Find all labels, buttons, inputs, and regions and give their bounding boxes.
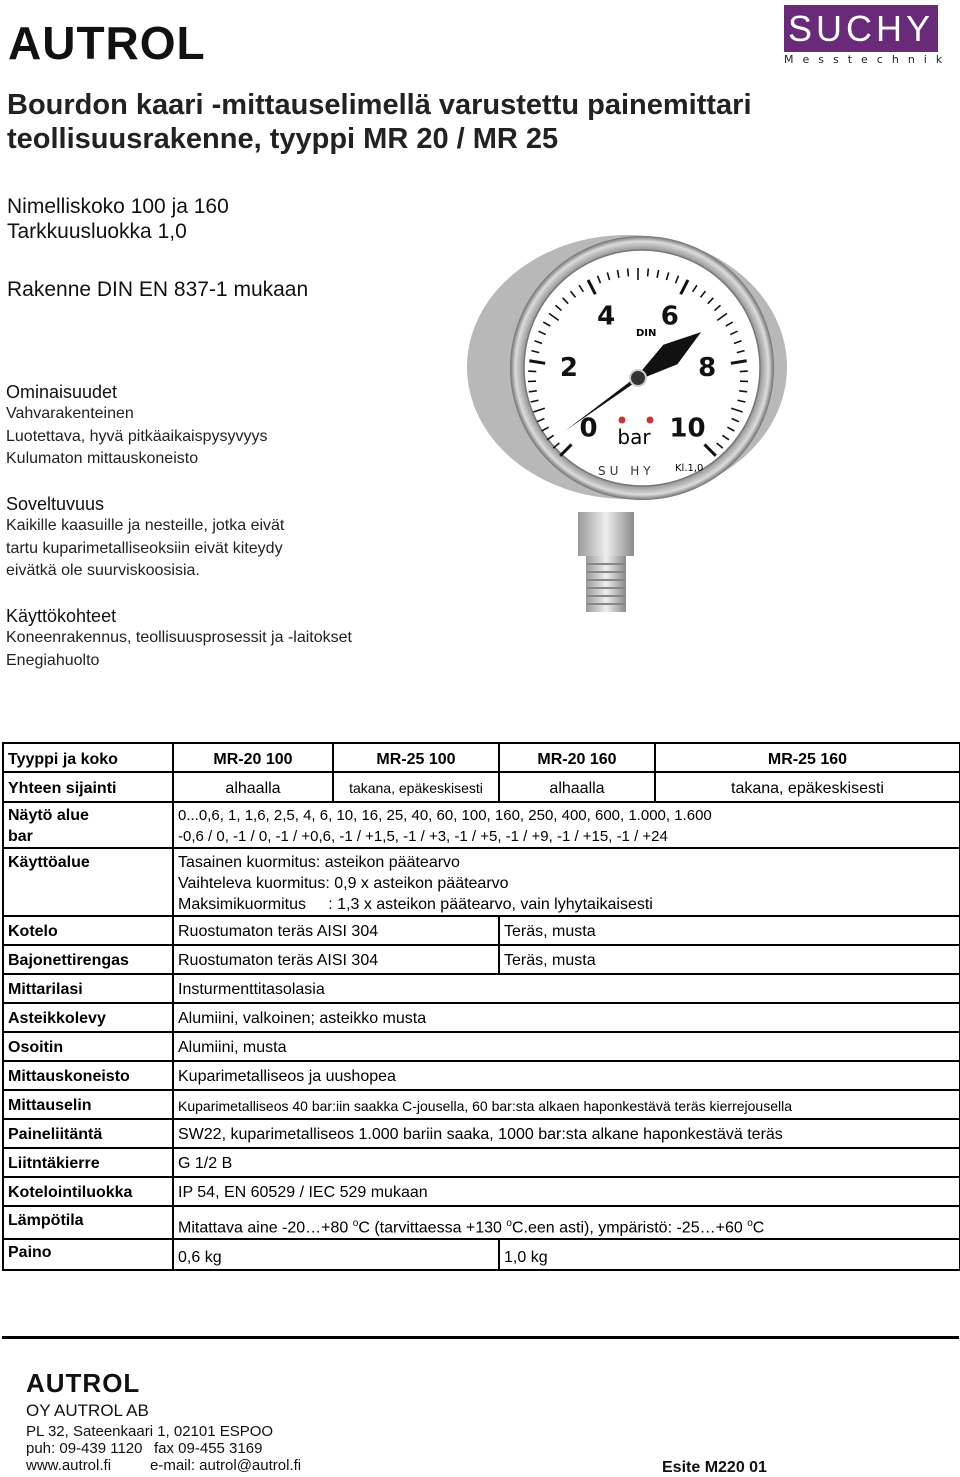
row-label-line: Näytö alue <box>8 805 168 826</box>
table-cell: 1,0 kg <box>499 1239 960 1270</box>
table-row <box>3 1206 960 1239</box>
footer-phone: puh: 09-439 1120 <box>26 1440 143 1457</box>
table-cell: SW22, kuparimetalliseos 1.000 bariin saaka, 1000 bar:sta alkane haponkestävä teräs <box>173 1119 960 1148</box>
row-label: Lämpötila <box>3 1206 173 1239</box>
section-heading-features: Ominaisuudet <box>6 381 117 403</box>
table-cell: Kuparimetalliseos 40 bar:iin saakka C-jousella, 60 bar:sta alkaen haponkestävä teräs kierrejousella <box>173 1090 960 1119</box>
table-header-cell: MR-25 100 <box>333 743 499 772</box>
table-cell: alhaalla <box>499 772 655 802</box>
table-cell: IP 54, EN 60529 / IEC 529 mukaan <box>173 1177 960 1206</box>
row-label: Liitntäkierre <box>3 1148 173 1177</box>
footer-web-link[interactable]: www.autrol.fi <box>26 1457 111 1474</box>
suitability-item: Kaikille kaasuille ja nesteille, jotka eivät <box>6 515 284 538</box>
din-mark: DIN <box>636 328 656 339</box>
range-line: 0...0,6, 1, 1,6, 2,5, 4, 6, 10, 16, 25, 40, 60, 100, 160, 250, 400, 600, 1.000, 1.600 <box>178 805 955 826</box>
row-label: Osoitin <box>3 1032 173 1061</box>
gauge-unit: bar <box>617 425 651 449</box>
table-row <box>3 1119 960 1148</box>
table-cell: Teräs, musta <box>499 916 960 945</box>
table-row <box>3 1061 960 1090</box>
footer-email-link[interactable]: e-mail: autrol@autrol.fi <box>150 1457 301 1474</box>
table-cell: Kuparimetalliseos ja uushopea <box>173 1061 960 1090</box>
application-item: Enegiahuolto <box>6 650 99 673</box>
section-heading-applications: Käyttökohteet <box>6 605 116 627</box>
table-header-cell: MR-25 160 <box>655 743 960 772</box>
section-heading-suitability: Soveltuvuus <box>6 493 104 515</box>
suitability-item: tartu kuparimetalliseoksiin eivät kiteydy <box>6 538 283 561</box>
footer-address: PL 32, Sateenkaari 1, 02101 ESPOO <box>26 1423 273 1440</box>
row-label: Paineliitäntä <box>3 1119 173 1148</box>
temperature-text: C.een asti), ympäristö: -25…+60 <box>512 1219 747 1236</box>
table-row <box>3 974 960 1003</box>
range-line: -0,6 / 0, -1 / 0, -1 / +0,6, -1 / +1,5, -1 / +3, -1 / +5, -1 / +9, -1 / +15, -1 / +24 <box>178 826 955 847</box>
scale-tick <box>529 391 537 392</box>
temperature-text: C <box>753 1219 765 1236</box>
table-cell: Insturmenttitasolasia <box>173 974 960 1003</box>
table-cell: Alumiini, musta <box>173 1032 960 1061</box>
table-row <box>3 1148 960 1177</box>
scale-label: 6 <box>661 302 679 332</box>
nominal-size: Nimelliskoko 100 ja 160 <box>7 194 229 219</box>
gauge-brand: SU HY <box>598 464 655 478</box>
table-row <box>3 772 960 802</box>
pressure-gauge-image <box>462 230 822 630</box>
table-cell: G 1/2 B <box>173 1148 960 1177</box>
row-label <box>3 802 173 848</box>
table-row <box>3 743 960 772</box>
row-label: Käyttöalue <box>3 848 173 916</box>
table-row <box>3 916 960 945</box>
table-cell <box>173 848 960 916</box>
table-row <box>3 1090 960 1119</box>
usage-line: Tasainen kuormitus: asteikon päätearvo <box>178 852 955 873</box>
degree-mark: o <box>747 1218 753 1229</box>
table-cell: Ruostumaton teräs AISI 304 <box>173 945 499 974</box>
table-cell: takana, epäkeskisesti <box>333 772 499 802</box>
suchy-logo <box>784 5 938 67</box>
table-header-cell: MR-20 160 <box>499 743 655 772</box>
document-id: Esite M220 01 <box>662 1459 767 1477</box>
dial-dot <box>619 417 626 424</box>
row-label: Bajonettirengas <box>3 945 173 974</box>
footer-logo: AUTROL <box>26 1368 140 1399</box>
table-row <box>3 945 960 974</box>
table-cell: Ruostumaton teräs AISI 304 <box>173 916 499 945</box>
table-row <box>3 848 960 916</box>
table-row <box>3 1032 960 1061</box>
feature-item: Kulumaton mittauskoneisto <box>6 448 198 471</box>
temperature-text: C (tarvittaessa +130 <box>358 1219 506 1236</box>
table-cell <box>173 1206 960 1239</box>
scale-tick <box>628 268 629 276</box>
row-label: Mittarilasi <box>3 974 173 1003</box>
application-item: Koneenrakennus, teollisuusprosessit ja -laitokset <box>6 627 352 650</box>
row-label: Kotelo <box>3 916 173 945</box>
suchy-logo-subtitle: Messtechnik <box>784 53 938 66</box>
table-row <box>3 1239 960 1270</box>
degree-mark: o <box>353 1218 359 1229</box>
scale-label: 2 <box>560 353 578 383</box>
footer-fax: fax 09-455 3169 <box>154 1440 262 1457</box>
table-cell: 0,6 kg <box>173 1239 499 1270</box>
row-label: Paino <box>3 1239 173 1270</box>
degree-mark: o <box>506 1218 512 1229</box>
table-cell: Alumiini, valkoinen; asteikko musta <box>173 1003 960 1032</box>
accuracy-class: Tarkkuusluokka 1,0 <box>7 219 187 244</box>
row-label: Kotelointiluokka <box>3 1177 173 1206</box>
dial-dot <box>647 417 654 424</box>
standard-note: Rakenne DIN EN 837-1 mukaan <box>7 277 308 302</box>
suitability-item: eivätkä ole suurviskoosisia. <box>6 560 200 583</box>
table-row <box>3 1177 960 1206</box>
row-label-line: bar <box>8 826 168 847</box>
suchy-logo-text: SUCHY <box>784 5 938 52</box>
usage-line: Vaihteleva kuormitus: 0,9 x asteikon päätearvo <box>178 873 955 894</box>
scale-label: 4 <box>597 302 615 332</box>
row-label: Asteikkolevy <box>3 1003 173 1032</box>
hex-connector <box>578 512 634 556</box>
table-header-cell: MR-20 100 <box>173 743 333 772</box>
scale-tick <box>739 391 747 392</box>
scale-tick <box>528 371 536 372</box>
scale-label: 8 <box>698 353 716 383</box>
page-title-line1: Bourdon kaari -mittauselimellä varustettu painemittari <box>7 88 752 122</box>
feature-item: Luotettava, hyvä pitkäaikaispysyvyys <box>6 426 267 449</box>
table-row <box>3 1003 960 1032</box>
scale-label: 0 <box>579 413 597 443</box>
scale-tick <box>740 371 748 372</box>
row-label: Yhteen sijainti <box>3 772 173 802</box>
accuracy-class-mark: Kl.1,0 <box>675 463 703 474</box>
temperature-text: Mitattava aine -20…+80 <box>178 1219 353 1236</box>
table-header-type: Tyyppi ja koko <box>3 743 173 772</box>
footer-divider <box>2 1336 959 1339</box>
table-row <box>3 802 960 848</box>
row-label: Mittauskoneisto <box>3 1061 173 1090</box>
table-cell: Teräs, musta <box>499 945 960 974</box>
table-cell: alhaalla <box>173 772 333 802</box>
feature-item: Vahvarakenteinen <box>6 403 134 426</box>
footer-company: OY AUTROL AB <box>26 1402 149 1419</box>
row-label: Mittauselin <box>3 1090 173 1119</box>
specification-table <box>2 742 960 1271</box>
page-title-line2: teollisuusrakenne, tyyppi MR 20 / MR 25 <box>7 122 558 156</box>
table-cell: takana, epäkeskisesti <box>655 772 960 802</box>
scale-label: 10 <box>669 413 705 443</box>
scale-tick <box>648 268 649 276</box>
autrol-logo: AUTROL <box>8 20 206 66</box>
table-cell <box>173 802 960 848</box>
usage-line: Maksimikuormitus : 1,3 x asteikon päätearvo, vain lyhytaikaisesti <box>178 894 955 915</box>
